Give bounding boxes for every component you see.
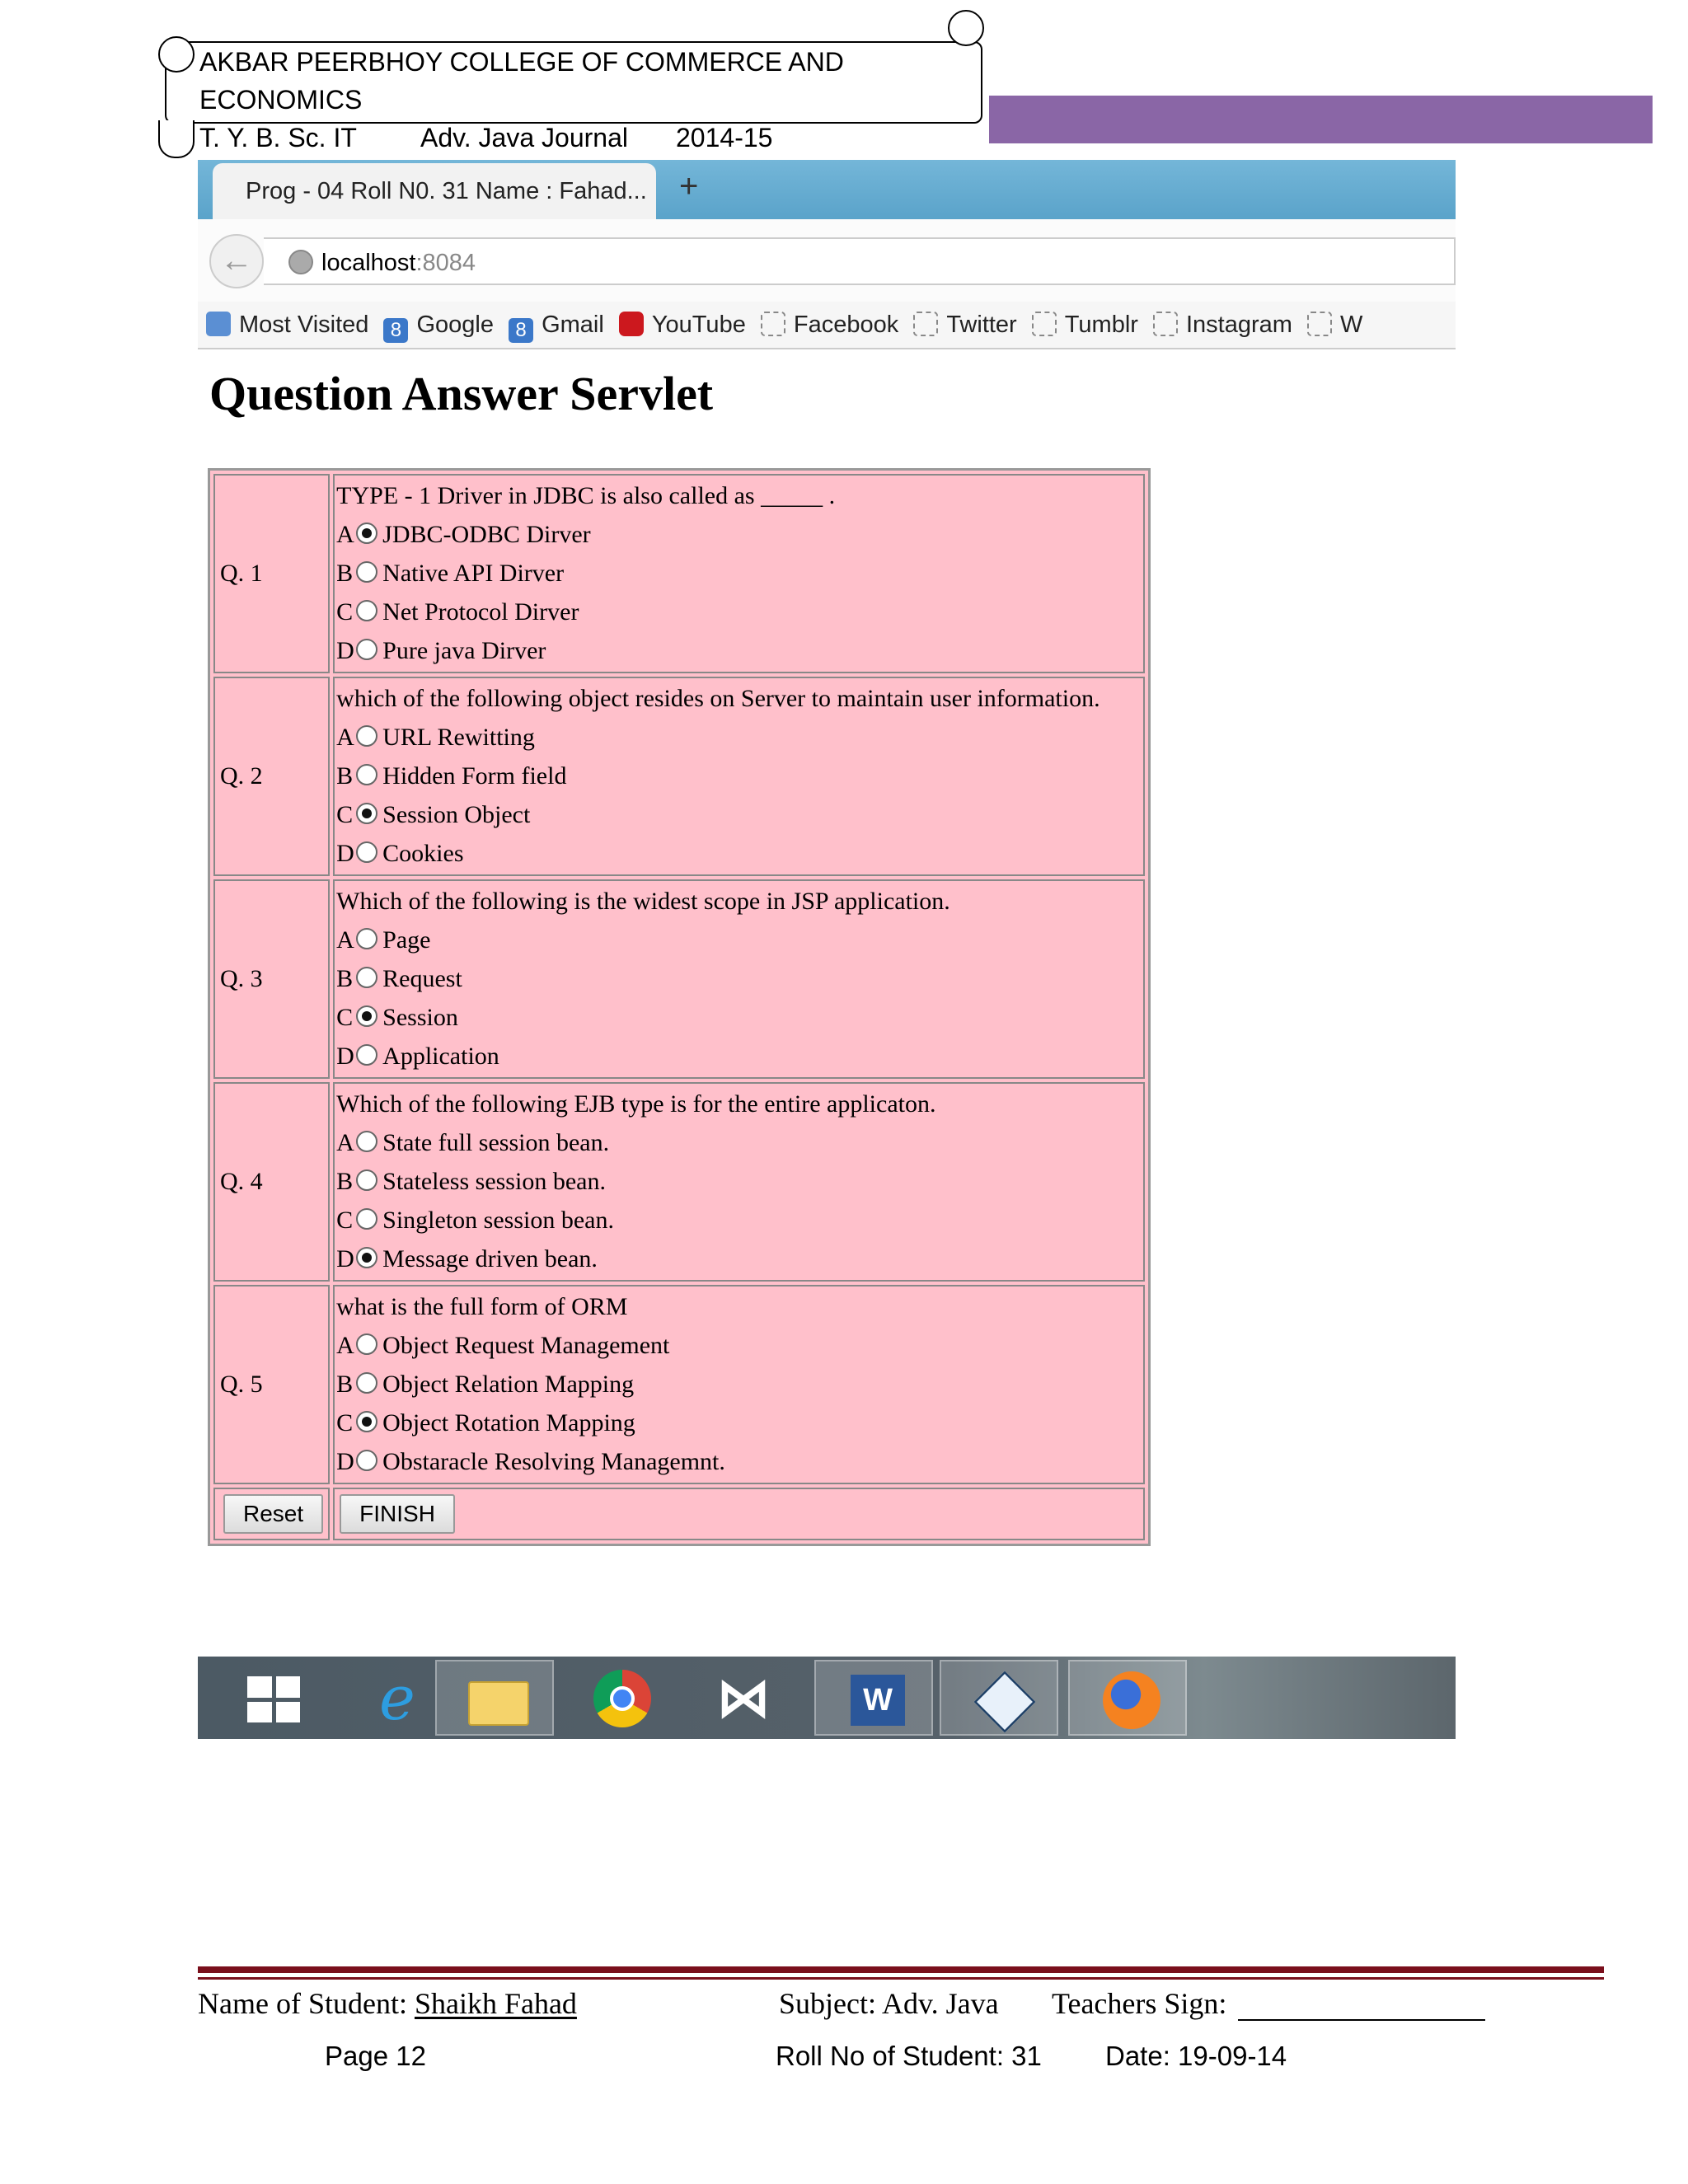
file-explorer-icon[interactable] bbox=[435, 1660, 554, 1736]
finish-button[interactable]: FINISH bbox=[340, 1494, 455, 1534]
option-letter: A bbox=[336, 1332, 354, 1359]
option-letter: C bbox=[336, 1207, 354, 1234]
firefox-icon[interactable] bbox=[1068, 1660, 1187, 1736]
option-radio[interactable] bbox=[356, 803, 377, 824]
word-icon[interactable]: W bbox=[814, 1660, 933, 1736]
question-cell bbox=[333, 677, 1145, 876]
footer-rule-thick bbox=[198, 1966, 1604, 1973]
tab-bar bbox=[198, 160, 1456, 219]
student-name: Name of Student: Shaikh Fahad bbox=[198, 1987, 577, 2020]
bookmark-placeholder-icon bbox=[913, 312, 938, 336]
option-radio[interactable] bbox=[356, 1131, 377, 1152]
question-cell bbox=[333, 1082, 1145, 1282]
question-number: Q. 1 bbox=[213, 474, 330, 673]
option-letter: D bbox=[336, 1448, 354, 1475]
answer-option bbox=[336, 998, 1142, 1037]
bookmark-facebook[interactable]: Facebook bbox=[761, 302, 898, 348]
answer-option bbox=[336, 1162, 1142, 1201]
bookmark-placeholder-icon bbox=[1032, 312, 1057, 336]
bookmark-placeholder-icon bbox=[1153, 312, 1178, 336]
option-radio[interactable] bbox=[356, 561, 377, 583]
reset-button[interactable]: Reset bbox=[223, 1494, 323, 1534]
option-letter: B bbox=[336, 560, 354, 587]
option-letter: A bbox=[336, 521, 354, 548]
visual-studio-icon[interactable]: ⋈ bbox=[717, 1668, 770, 1727]
option-radio[interactable] bbox=[356, 523, 377, 544]
answer-option bbox=[336, 631, 1142, 670]
question-number: Q. 4 bbox=[213, 1082, 330, 1282]
answer-option bbox=[336, 1123, 1142, 1162]
option-label: Session bbox=[382, 1004, 458, 1031]
option-label: Object Relation Mapping bbox=[382, 1371, 635, 1398]
answer-option bbox=[336, 554, 1142, 593]
scroll-curl-right bbox=[948, 10, 984, 46]
option-letter: A bbox=[336, 1129, 354, 1156]
answer-option bbox=[336, 795, 1142, 834]
answer-option bbox=[336, 1326, 1142, 1365]
question-text: Which of the following is the widest scope in JSP application. bbox=[336, 888, 950, 915]
journal-meta bbox=[199, 119, 981, 157]
answer-option bbox=[336, 593, 1142, 631]
option-radio[interactable] bbox=[356, 1005, 377, 1027]
option-label: State full session bean. bbox=[382, 1129, 610, 1156]
question-number: Q. 5 bbox=[213, 1285, 330, 1484]
windows-taskbar bbox=[198, 1657, 1456, 1739]
student-name-value: Shaikh Fahad bbox=[414, 1987, 577, 2020]
header-purple-band bbox=[989, 96, 1653, 143]
bookmark-gmail[interactable]: 8 Gmail bbox=[509, 302, 604, 348]
question-row bbox=[213, 1285, 1145, 1484]
footer-date: Date: 19-09-14 bbox=[1105, 2041, 1287, 2071]
option-radio[interactable] bbox=[356, 1372, 377, 1394]
option-label: Message driven bean. bbox=[382, 1245, 598, 1272]
roll-number: Roll No of Student: 31 bbox=[776, 2041, 1042, 2071]
bookmark-instagram[interactable]: Instagram bbox=[1153, 302, 1292, 348]
quiz-actions-row bbox=[213, 1488, 1145, 1540]
browser-window bbox=[198, 160, 1456, 1739]
option-letter: A bbox=[336, 926, 354, 954]
browser-tab[interactable]: Prog - 04 Roll N0. 31 Name : Fahad... bbox=[213, 163, 656, 219]
option-radio[interactable] bbox=[356, 967, 377, 988]
question-text: what is the full form of ORM bbox=[336, 1293, 628, 1320]
quiz-table bbox=[208, 468, 1151, 1546]
option-radio[interactable] bbox=[356, 1333, 377, 1355]
option-label: Stateless session bean. bbox=[382, 1168, 606, 1195]
question-row bbox=[213, 1082, 1145, 1282]
answer-option bbox=[336, 718, 1142, 757]
option-label: JDBC-ODBC Dirver bbox=[382, 521, 591, 548]
option-radio[interactable] bbox=[356, 1247, 377, 1268]
option-label: Net Protocol Dirver bbox=[382, 598, 579, 626]
globe-icon bbox=[288, 250, 313, 274]
option-label: Native API Dirver bbox=[382, 560, 565, 587]
college-name: AKBAR PEERBHOY COLLEGE OF COMMERCE AND ECONOMICS bbox=[199, 47, 844, 115]
course-name: T. Y. B. Sc. IT bbox=[199, 123, 357, 152]
scroll-curl-bottom bbox=[158, 120, 195, 158]
answer-option bbox=[336, 834, 1142, 873]
bookmark-placeholder-icon bbox=[1307, 312, 1332, 336]
bookmark-w[interactable]: W bbox=[1307, 302, 1362, 348]
question-cell bbox=[333, 879, 1145, 1079]
answer-option bbox=[336, 959, 1142, 998]
option-label: Request bbox=[382, 965, 462, 992]
option-radio[interactable] bbox=[356, 639, 377, 660]
option-radio[interactable] bbox=[356, 725, 377, 747]
option-label: Object Rotation Mapping bbox=[382, 1409, 635, 1436]
answer-option bbox=[336, 1365, 1142, 1404]
option-radio[interactable] bbox=[356, 600, 377, 621]
question-row bbox=[213, 474, 1145, 673]
academic-year: 2014-15 bbox=[676, 123, 773, 152]
journal-subject: Adv. Java Journal bbox=[420, 123, 628, 152]
teachers-sign: Teachers Sign: bbox=[1052, 1986, 1485, 2021]
signature-line bbox=[1238, 1994, 1485, 2021]
finish-cell bbox=[333, 1488, 1145, 1540]
option-radio[interactable] bbox=[356, 841, 377, 863]
option-letter: A bbox=[336, 724, 354, 751]
option-label: Object Request Management bbox=[382, 1332, 670, 1359]
page-number: Page 12 bbox=[325, 2041, 426, 2071]
journal-header-scroll bbox=[165, 41, 982, 152]
navigation-bar bbox=[198, 219, 1456, 302]
bookmarks-toolbar bbox=[198, 302, 1456, 349]
bookmark-twitter[interactable]: Twitter bbox=[913, 302, 1016, 348]
option-label: URL Rewitting bbox=[382, 724, 535, 751]
answer-option bbox=[336, 1442, 1142, 1481]
question-number: Q. 2 bbox=[213, 677, 330, 876]
option-letter: D bbox=[336, 840, 354, 867]
virtualbox-icon[interactable] bbox=[940, 1660, 1058, 1736]
answer-option bbox=[336, 1404, 1142, 1442]
option-letter: D bbox=[336, 637, 354, 664]
question-row bbox=[213, 677, 1145, 876]
option-label: Session Object bbox=[382, 801, 531, 828]
answer-option bbox=[336, 1201, 1142, 1240]
bookmark-tumblr[interactable]: Tumblr bbox=[1032, 302, 1138, 348]
option-radio[interactable] bbox=[356, 1208, 377, 1230]
question-text: which of the following object resides on Server to maintain user information. bbox=[336, 685, 1100, 712]
question-cell bbox=[333, 474, 1145, 673]
option-radio[interactable] bbox=[356, 764, 377, 785]
back-arrow-icon[interactable]: ← bbox=[209, 234, 264, 288]
option-label: Singleton session bean. bbox=[382, 1207, 614, 1234]
option-letter: B bbox=[336, 965, 354, 992]
gmail-icon: 8 bbox=[509, 318, 533, 343]
option-letter: C bbox=[336, 1409, 354, 1436]
option-radio[interactable] bbox=[356, 1411, 377, 1432]
answer-option bbox=[336, 1037, 1142, 1076]
option-letter: C bbox=[336, 598, 354, 626]
bookmark-most-visited[interactable]: Most Visited bbox=[206, 302, 368, 348]
youtube-icon bbox=[619, 312, 644, 336]
option-letter: C bbox=[336, 801, 354, 828]
google-icon: 8 bbox=[383, 318, 408, 343]
question-text: Which of the following EJB type is for the entire applicaton. bbox=[336, 1090, 936, 1118]
option-label: Pure java Dirver bbox=[382, 637, 546, 664]
option-letter: B bbox=[336, 1371, 354, 1398]
option-radio[interactable] bbox=[356, 1044, 377, 1066]
footer-subject: Subject: Adv. Java bbox=[779, 1987, 999, 2020]
option-letter: B bbox=[336, 762, 354, 790]
bookmark-google[interactable]: 8 Google bbox=[383, 302, 494, 348]
bookmark-placeholder-icon bbox=[761, 312, 785, 336]
address-bar[interactable] bbox=[264, 237, 1456, 285]
option-letter: D bbox=[336, 1043, 354, 1070]
answer-option bbox=[336, 757, 1142, 795]
option-label: Page bbox=[382, 926, 431, 954]
option-label: Obstaracle Resolving Managemnt. bbox=[382, 1448, 725, 1475]
option-radio[interactable] bbox=[356, 1169, 377, 1191]
footer-rule-thin bbox=[198, 1977, 1604, 1980]
option-letter: B bbox=[336, 1168, 354, 1195]
page-title: Question Answer Servlet bbox=[209, 367, 714, 420]
question-text: TYPE - 1 Driver in JDBC is also called as _____ . bbox=[336, 482, 836, 509]
question-cell bbox=[333, 1285, 1145, 1484]
option-label: Cookies bbox=[382, 840, 464, 867]
internet-explorer-icon[interactable]: e bbox=[379, 1663, 415, 1734]
question-number: Q. 3 bbox=[213, 879, 330, 1079]
answer-option bbox=[336, 515, 1142, 554]
answer-option bbox=[336, 921, 1142, 959]
option-label: Hidden Form field bbox=[382, 762, 567, 790]
option-radio[interactable] bbox=[356, 928, 377, 949]
most-visited-icon bbox=[206, 312, 231, 336]
option-label: Application bbox=[382, 1043, 499, 1070]
windows-start-icon[interactable] bbox=[214, 1660, 333, 1736]
url-port: :8084 bbox=[415, 250, 476, 276]
scroll-curl-left bbox=[158, 36, 195, 73]
answer-option bbox=[336, 1240, 1142, 1278]
chrome-icon[interactable] bbox=[560, 1660, 679, 1736]
reset-cell bbox=[213, 1488, 330, 1540]
option-letter: C bbox=[336, 1004, 354, 1031]
option-letter: D bbox=[336, 1245, 354, 1272]
url-host: localhost bbox=[321, 250, 416, 276]
bookmark-youtube[interactable]: YouTube bbox=[619, 302, 746, 348]
new-tab-button[interactable]: + bbox=[679, 168, 699, 204]
option-radio[interactable] bbox=[356, 1450, 377, 1471]
question-row bbox=[213, 879, 1145, 1079]
